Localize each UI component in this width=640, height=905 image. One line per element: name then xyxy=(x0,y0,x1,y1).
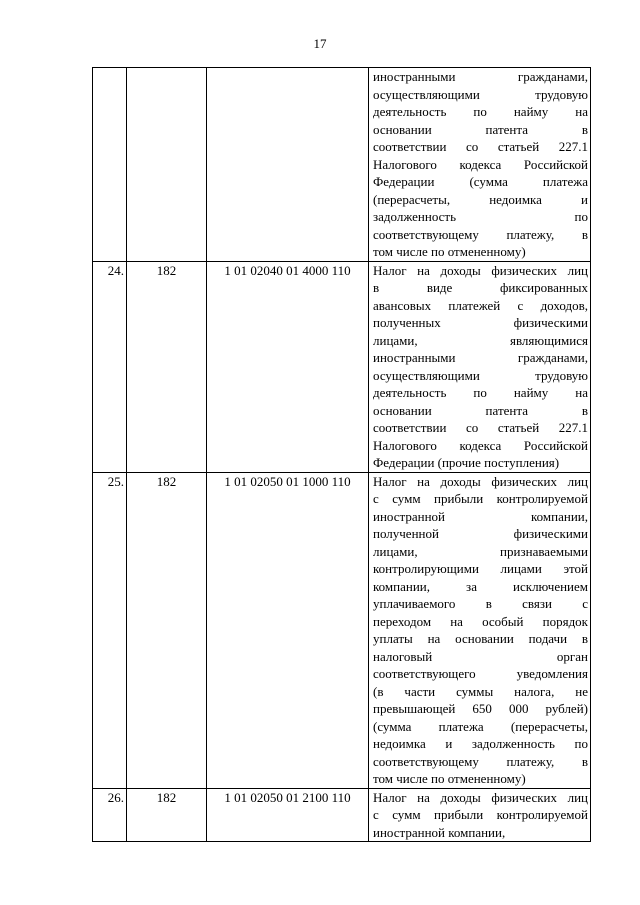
row-number-cell xyxy=(93,68,127,262)
description-line: в виде фиксированных xyxy=(373,280,588,295)
description-line: переходом на особый порядок xyxy=(373,613,588,629)
row-number-cell: 25. xyxy=(93,472,127,788)
row-number-cell: 26. xyxy=(93,788,127,842)
description-line: недоимка и задолженность по xyxy=(373,736,588,751)
description-line: деятельность по найму на xyxy=(373,104,588,119)
budget-code-cell: 1 01 02040 01 4000 110 xyxy=(207,261,369,472)
description-line: осуществляющими трудовую xyxy=(373,86,588,102)
table-row xyxy=(93,472,591,788)
description-line: Федерации (сумма платежа xyxy=(373,174,588,189)
description-line: лицами, признаваемыми xyxy=(373,543,588,559)
description-line: (сумма платежа (перерасчеты, xyxy=(373,718,588,734)
description-line: Налог на доходы физических лиц xyxy=(373,262,588,278)
budget-code-cell: 1 01 02050 01 2100 110 xyxy=(207,788,369,842)
admin-code-cell xyxy=(127,68,207,262)
description-cell xyxy=(369,788,591,842)
table-row xyxy=(93,68,591,262)
budget-code-cell xyxy=(207,68,369,262)
description-cell xyxy=(369,68,591,262)
description-line: полученной физическими xyxy=(373,526,588,541)
admin-code-cell: 182 xyxy=(127,788,207,842)
description-line: с сумм прибыли контролируемой xyxy=(373,491,588,506)
description-line: Налогового кодекса Российской xyxy=(373,437,588,453)
description-line: лицами, являющимися xyxy=(373,332,588,348)
description-line: полученных физическими xyxy=(373,315,588,330)
table-row xyxy=(93,788,591,842)
description-line: Налогового кодекса Российской xyxy=(373,156,588,172)
admin-code-cell: 182 xyxy=(127,472,207,788)
description-line: соответствии со статьей 227.1 xyxy=(373,139,588,154)
description-line: соответствующему платежу, в xyxy=(373,226,588,242)
description-line: задолженность по xyxy=(373,209,588,224)
description-line: деятельность по найму на xyxy=(373,385,588,400)
budget-classification-table xyxy=(92,67,591,842)
description-line: иностранными гражданами, xyxy=(373,350,588,365)
description-line: иностранной компании, xyxy=(373,824,506,840)
description-line: иностранными гражданами, xyxy=(373,69,588,84)
row-number-cell: 24. xyxy=(93,261,127,472)
description-line: том числе по отмененному) xyxy=(373,244,526,259)
description-cell xyxy=(369,472,591,788)
description-line: соответствующему платежу, в xyxy=(373,753,588,769)
table-row xyxy=(93,261,591,472)
budget-code-cell: 1 01 02050 01 1000 110 xyxy=(207,472,369,788)
description-line: превышающей 650 000 рублей) xyxy=(373,701,588,716)
page-number: 17 xyxy=(313,36,327,51)
description-cell xyxy=(369,261,591,472)
description-line: основании патента в xyxy=(373,121,588,137)
description-line: соответствующего уведомления xyxy=(373,666,588,681)
description-line: Федерации (прочие поступления) xyxy=(373,455,560,470)
description-line: налоговый орган xyxy=(373,648,588,664)
description-line: основании патента в xyxy=(373,402,588,418)
description-line: контролирующими лицами этой xyxy=(373,561,588,576)
description-line: том числе по отмененному) xyxy=(373,771,526,786)
description-line: осуществляющими трудовую xyxy=(373,367,588,383)
description-line: (перерасчеты, недоимка и xyxy=(373,191,588,207)
description-line: уплачиваемого в связи с xyxy=(373,596,588,611)
description-line: авансовых платежей с доходов, xyxy=(373,297,588,313)
description-line: компании, за исключением xyxy=(373,578,588,594)
description-line: Налог на доходы физических лиц xyxy=(373,789,588,805)
admin-code-cell: 182 xyxy=(127,261,207,472)
description-line: соответствии со статьей 227.1 xyxy=(373,420,588,435)
description-line: уплаты на основании подачи в xyxy=(373,631,588,646)
description-line: с сумм прибыли контролируемой xyxy=(373,807,588,822)
description-line: Налог на доходы физических лиц xyxy=(373,473,588,489)
description-line: (в части суммы налога, не xyxy=(373,683,588,699)
description-line: иностранной компании, xyxy=(373,508,588,524)
